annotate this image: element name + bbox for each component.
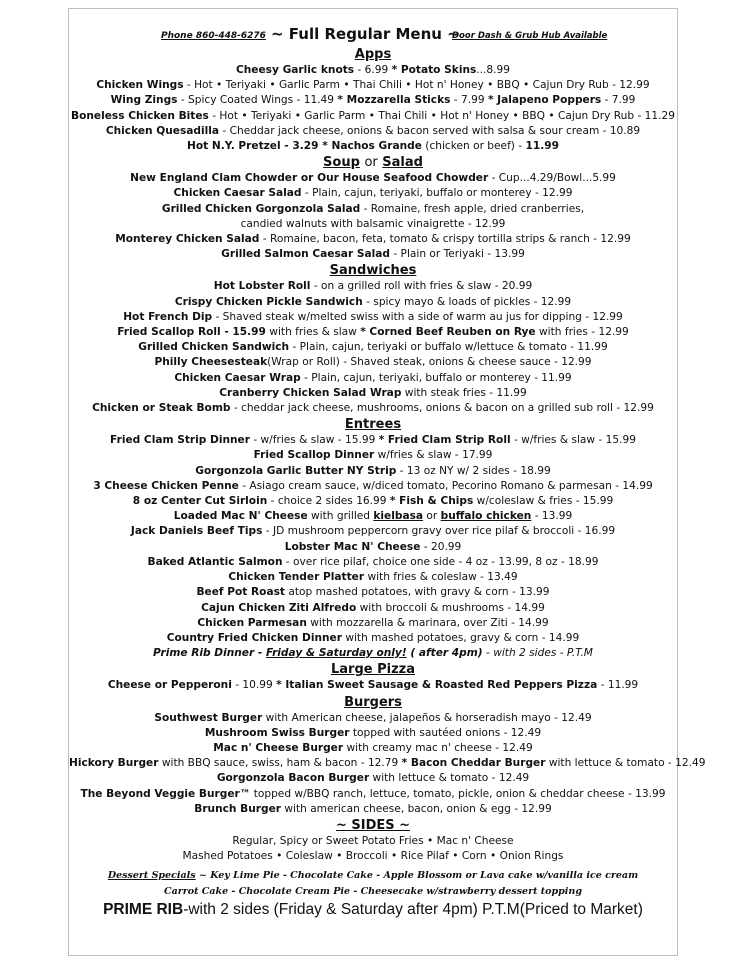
delivery-note: Door Dash & Grub Hub Available bbox=[452, 31, 608, 41]
menu-item-line: Fried Clam Strip Dinner - w/fries & slaw - 15.99 * Fried Clam Strip Roll - w/fries & slaw - 15.99 bbox=[110, 434, 636, 447]
menu-item-line: Mushroom Swiss Burger topped with sautéed onions - 12.49 bbox=[204, 726, 542, 739]
menu-item-line: New England Clam Chowder or Our House Seafood Chowder - Cup...4.29/Bowl...5.99 bbox=[130, 172, 616, 185]
menu-item-line: Hot French Dip - Shaved steak w/melted swiss with a side of warm au jus for dipping - 12.99 bbox=[123, 310, 623, 323]
menu-header bbox=[69, 26, 677, 46]
menu-item-line: Chicken Quesadilla - Cheddar jack cheese, onions & bacon served with salsa & sour cream - 10.89 bbox=[105, 124, 641, 137]
menu-item-line: Monterey Chicken Salad - Romaine, bacon, feta, tomato & crispy tortilla strips & ranch - 12.99 bbox=[115, 233, 631, 246]
menu-item-line: The Beyond Veggie Burger™ topped w/BBQ ranch, lettuce, tomato, pickle, onion & cheddar cheese - 13.99 bbox=[80, 787, 666, 800]
section-heading-entrees: Entrees bbox=[344, 417, 402, 433]
menu-item-line: Baked Atlantic Salmon - over rice pilaf, choice one side - 4 oz - 13.99, 8 oz - 18.99 bbox=[147, 555, 599, 568]
sides-line: Regular, Spicy or Sweet Potato Fries • Mac n' Cheese bbox=[232, 834, 514, 847]
menu-item-line: Cheesy Garlic knots - 6.99 * Potato Skins...8.99 bbox=[235, 64, 510, 76]
menu-item-line: candied walnuts with balsamic vinaigrette - 12.99 bbox=[240, 217, 506, 230]
sides-line: Mashed Potatoes • Coleslaw • Broccoli • Rice Pilaf • Corn • Onion Rings bbox=[182, 850, 564, 863]
menu-item-line: Country Fried Chicken Dinner with mashed potatoes, gravy & corn - 14.99 bbox=[166, 631, 580, 644]
menu-title: ~ Full Regular Menu ~ bbox=[271, 25, 460, 43]
menu-item-line: Jack Daniels Beef Tips - JD mushroom peppercorn gravy over rice pilaf & broccoli - 16.99 bbox=[130, 525, 616, 538]
menu-item-line: 3 Cheese Chicken Penne - Asiago cream sauce, w/diced tomato, Pecorino Romano & parmesan - 14.99 bbox=[93, 479, 653, 492]
menu-item-line: 8 oz Center Cut Sirloin - choice 2 sides 16.99 * Fish & Chips w/coleslaw & fries - 15.99 bbox=[132, 495, 614, 508]
menu-item-line: Mac n' Cheese Burger with creamy mac n' cheese - 12.49 bbox=[213, 741, 533, 754]
menu-item-line: Gorgonzola Bacon Burger with lettuce & tomato - 12.49 bbox=[216, 772, 530, 785]
menu-item-line: Hot Lobster Roll - on a grilled roll with fries & slaw - 20.99 bbox=[213, 280, 533, 293]
dessert-specials-line: Dessert Specials ~ Key Lime Pie - Chocolate Cake - Apple Blossom or Lava cake w/vanilla ice cream bbox=[107, 870, 639, 882]
menu-item-line: Grilled Salmon Caesar Salad - Plain or Teriyaki - 13.99 bbox=[221, 248, 525, 261]
menu-item-line: Boneless Chicken Bites - Hot • Teriyaki • Garlic Parm • Thai Chili • Hot n' Honey • BBQ • Cajun Dry Rub - 11.29 bbox=[71, 109, 675, 122]
menu-item-line: Fried Scallop Dinner w/fries & slaw - 17.99 bbox=[253, 449, 493, 462]
section-heading-burgers: Burgers bbox=[344, 694, 402, 710]
menu-item-line: Chicken Tender Platter with fries & coleslaw - 13.49 bbox=[228, 571, 518, 584]
section-heading-sides: ~ SIDES ~ bbox=[335, 817, 411, 833]
prime-rib-dinner-line: Prime Rib Dinner - Friday & Saturday only! ( after 4pm) - with 2 sides - P.T.M bbox=[153, 647, 593, 660]
section-heading-sandwiches: Sandwiches bbox=[329, 263, 417, 279]
menu-item-line: Chicken Caesar Wrap - Plain, cajun, teriyaki, buffalo or monterey - 11.99 bbox=[174, 371, 572, 384]
menu-item-line: Cranberry Chicken Salad Wrap with steak fries - 11.99 bbox=[219, 386, 527, 399]
menu-item-line: Cajun Chicken Ziti Alfredo with broccoli & mushrooms - 14.99 bbox=[201, 601, 545, 614]
menu-item-line: Chicken Parmesan with mozzarella & marinara, over Ziti - 14.99 bbox=[197, 616, 549, 629]
menu-item-line: Beef Pot Roast atop mashed potatoes, with gravy & corn - 13.99 bbox=[196, 586, 550, 599]
menu-item-line: Wing Zings - Spicy Coated Wings - 11.49 * Mozzarella Sticks - 7.99 * Jalapeno Poppers - 7.99 bbox=[110, 94, 636, 107]
menu-item-line: Chicken Caesar Salad - Plain, cajun, teriyaki, buffalo or monterey - 12.99 bbox=[173, 187, 573, 200]
section-heading-soup-salad: Soup or Salad bbox=[323, 155, 423, 171]
section-heading-pizza: Large Pizza bbox=[330, 662, 415, 678]
menu-item-line: Cheese or Pepperoni - 10.99 * Italian Sweet Sausage & Roasted Red Peppers Pizza - 11.99 bbox=[107, 679, 639, 692]
menu-item-line: Philly Cheesesteak(Wrap or Roll) - Shaved steak, onions & cheese sauce - 12.99 bbox=[154, 356, 592, 369]
menu-item-line: Chicken Wings - Hot • Teriyaki • Garlic Parm • Thai Chili • Hot n' Honey • BBQ • Cajun Dry Rub - 12.99 bbox=[96, 79, 650, 92]
section-heading-apps: Apps bbox=[354, 47, 392, 62]
menu-item-line: Crispy Chicken Pickle Sandwich - spicy mayo & loads of pickles - 12.99 bbox=[174, 295, 572, 308]
dessert-specials-line-2: Carrot Cake - Chocolate Cream Pie - Cheesecake w/strawberry dessert topping bbox=[164, 886, 582, 898]
menu-item-line: Brunch Burger with american cheese, bacon, onion & egg - 12.99 bbox=[194, 802, 552, 815]
menu-item-line: Fried Scallop Roll - 15.99 with fries & slaw * Corned Beef Reuben on Rye with fries - 12.99 bbox=[117, 326, 629, 339]
menu-item-line: Chicken or Steak Bomb - cheddar jack cheese, mushrooms, onions & bacon on a grilled sub roll - 12.99 bbox=[92, 402, 654, 415]
menu-item-line: Hickory Burger with BBQ sauce, swiss, ham & bacon - 12.79 * Bacon Cheddar Burger with lettuce & tomato - 12.49 bbox=[69, 757, 706, 770]
menu-item-line: Grilled Chicken Sandwich - Plain, cajun, teriyaki or buffalo w/lettuce & tomato - 11.99 bbox=[138, 341, 608, 354]
menu-item-line: Gorgonzola Garlic Butter NY Strip - 13 oz NY w/ 2 sides - 18.99 bbox=[195, 464, 551, 477]
phone-number: Phone 860-448-6276 bbox=[161, 31, 266, 41]
menu-item-line: Grilled Chicken Gorgonzola Salad - Romaine, fresh apple, dried cranberries, bbox=[161, 202, 585, 215]
menu-content bbox=[69, 25, 706, 920]
menu-item-line: Southwest Burger with American cheese, jalapeños & horseradish mayo - 12.49 bbox=[154, 711, 592, 724]
menu-item-line: Hot N.Y. Pretzel - 3.29 * Nachos Grande (chicken or beef) - 11.99 bbox=[186, 140, 560, 153]
menu-page bbox=[68, 8, 706, 956]
menu-item-line: Lobster Mac N' Cheese - 20.99 bbox=[284, 540, 462, 553]
menu-item-line: Loaded Mac N' Cheese with grilled kielbasa or buffalo chicken - 13.99 bbox=[173, 510, 573, 523]
prime-rib-footer: PRIME RIB-with 2 sides (Friday & Saturday after 4pm) P.T.M(Priced to Market) bbox=[103, 901, 643, 919]
